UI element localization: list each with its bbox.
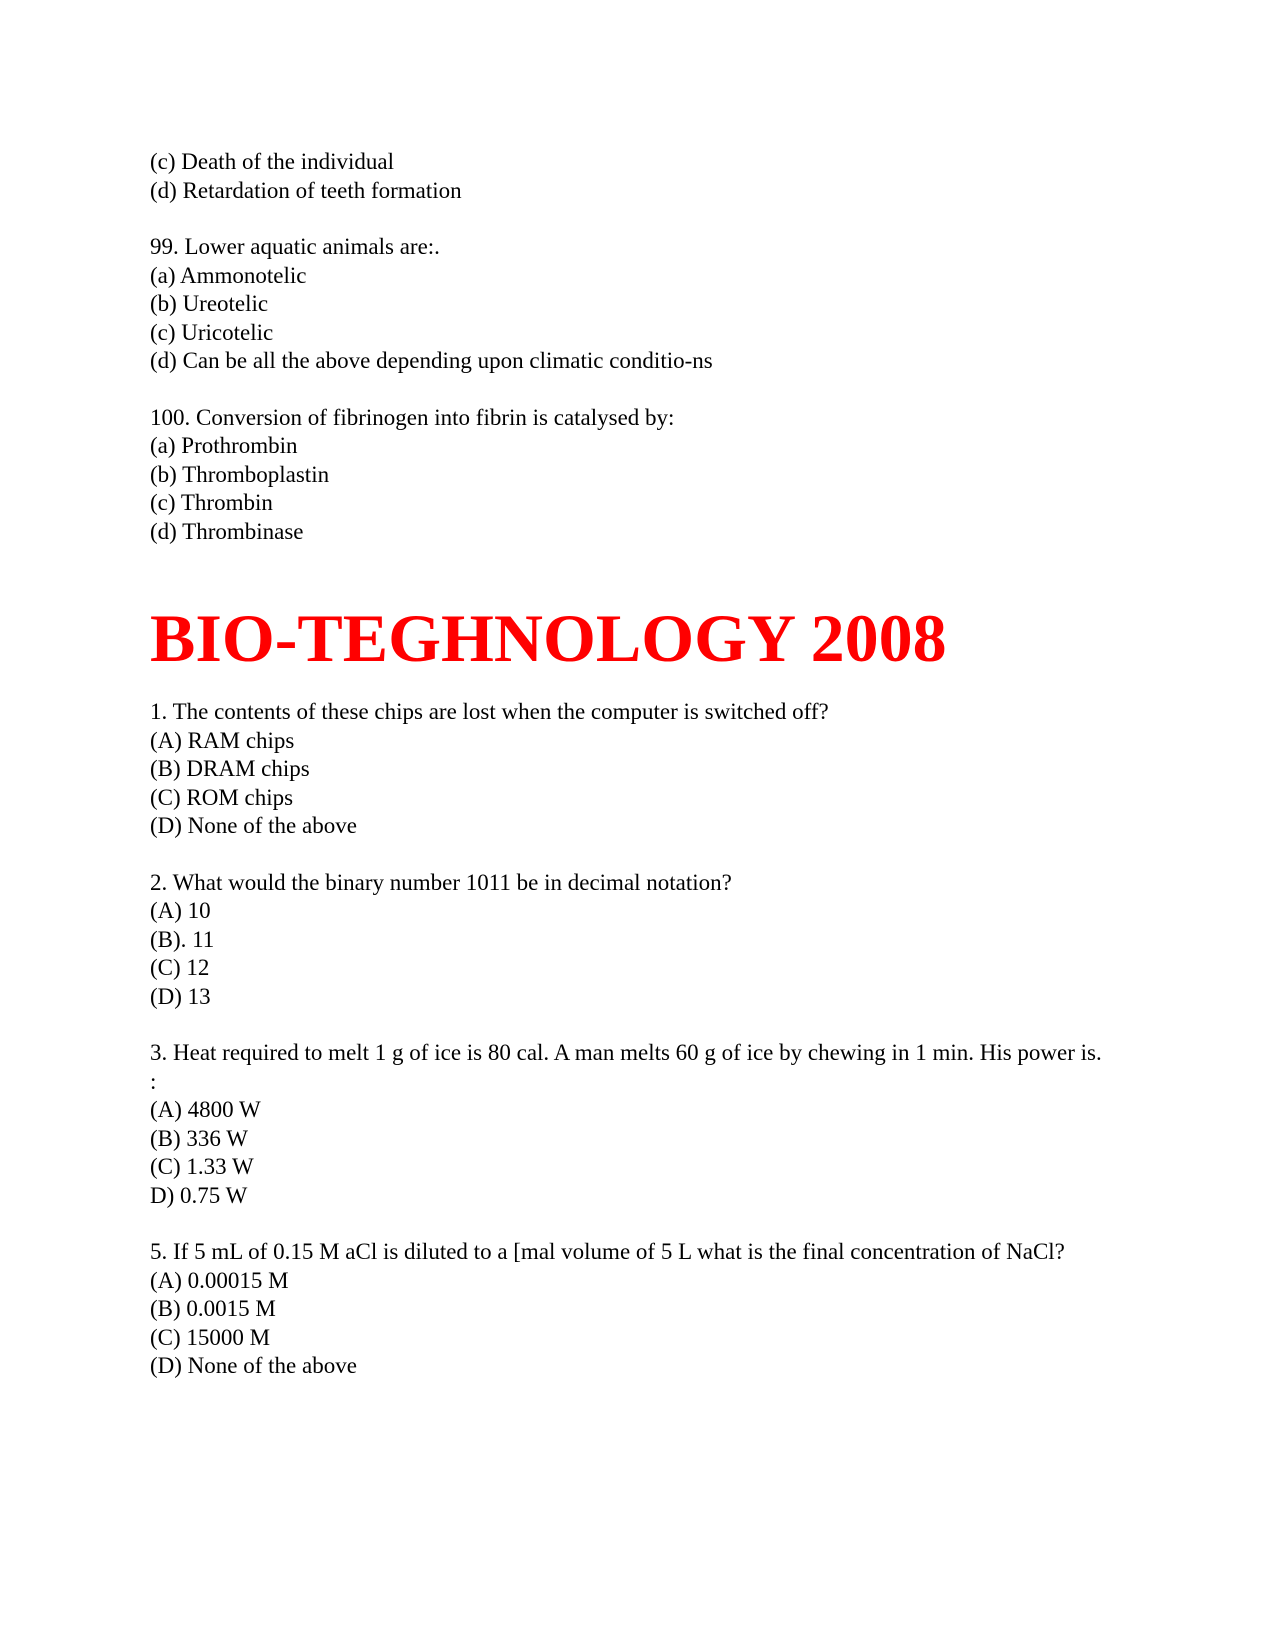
question-text: 99. Lower aquatic animals are:. bbox=[150, 234, 440, 259]
option-b: (b) Thromboplastin bbox=[150, 461, 330, 487]
bt-question-5 bbox=[150, 1238, 1150, 1381]
question-text: 2. What would the binary number 1011 be in decimal notation? bbox=[150, 869, 732, 895]
option-a: (a) Ammonotelic bbox=[150, 262, 307, 288]
question-text: 1. The contents of these chips are lost when the computer is switched off? bbox=[150, 699, 829, 724]
option-b: (B) DRAM chips bbox=[150, 756, 310, 781]
option-d: (d) Retardation of teeth formation bbox=[150, 177, 462, 203]
section-heading: BIO-TEGHNOLOGY 2008 bbox=[150, 600, 947, 676]
option-d: (d) Can be all the above depending upon climatic conditio-ns bbox=[150, 348, 713, 373]
option-c: (C) ROM chips bbox=[150, 784, 294, 810]
option-b: (b) Ureotelic bbox=[150, 291, 269, 316]
option-a: (A) 4800 W bbox=[150, 1097, 261, 1122]
option-b: (B) 0.0015 M bbox=[150, 1296, 276, 1321]
question-text: 3. Heat required to melt 1 g of ice is 80 cal. A man melts 60 g of ice by chewing in 1 min. His power is. : bbox=[150, 1040, 1102, 1094]
option-d: (D) None of the above bbox=[150, 813, 357, 838]
question-100 bbox=[150, 404, 1150, 547]
option-a: (A) RAM chips bbox=[150, 727, 295, 753]
option-d: D) 0.75 W bbox=[150, 1182, 248, 1208]
option-c: (C) 15000 M bbox=[150, 1324, 271, 1350]
question-99 bbox=[150, 233, 1150, 376]
option-b: (B). 11 bbox=[150, 926, 215, 952]
option-c: (c) Death of the individual bbox=[150, 149, 394, 174]
option-d: (D) None of the above bbox=[150, 1353, 357, 1378]
option-c: (c) Thrombin bbox=[150, 490, 273, 515]
bt-question-2 bbox=[150, 869, 1150, 1012]
question-text: 100. Conversion of fibrinogen into fibrin is catalysed by: bbox=[150, 404, 675, 430]
option-d: (d) Thrombinase bbox=[150, 518, 304, 544]
option-b: (B) 336 W bbox=[150, 1125, 248, 1151]
option-a: (A) 10 bbox=[150, 898, 211, 923]
option-a: (a) Prothrombin bbox=[150, 433, 298, 458]
option-c: (C) 1.33 W bbox=[150, 1154, 254, 1179]
bt-question-3 bbox=[150, 1039, 1150, 1210]
option-c: (c) Uricotelic bbox=[150, 319, 274, 345]
question-text: 5. If 5 mL of 0.15 M aCl is diluted to a [mal volume of 5 L what is the final concentration of NaCl? bbox=[150, 1239, 1065, 1264]
option-d: (D) 13 bbox=[150, 983, 211, 1009]
carryover-options bbox=[150, 148, 1150, 205]
bt-question-1 bbox=[150, 698, 1150, 841]
document-page bbox=[150, 148, 1150, 1409]
option-a: (A) 0.00015 M bbox=[150, 1267, 289, 1293]
option-c: (C) 12 bbox=[150, 955, 210, 980]
